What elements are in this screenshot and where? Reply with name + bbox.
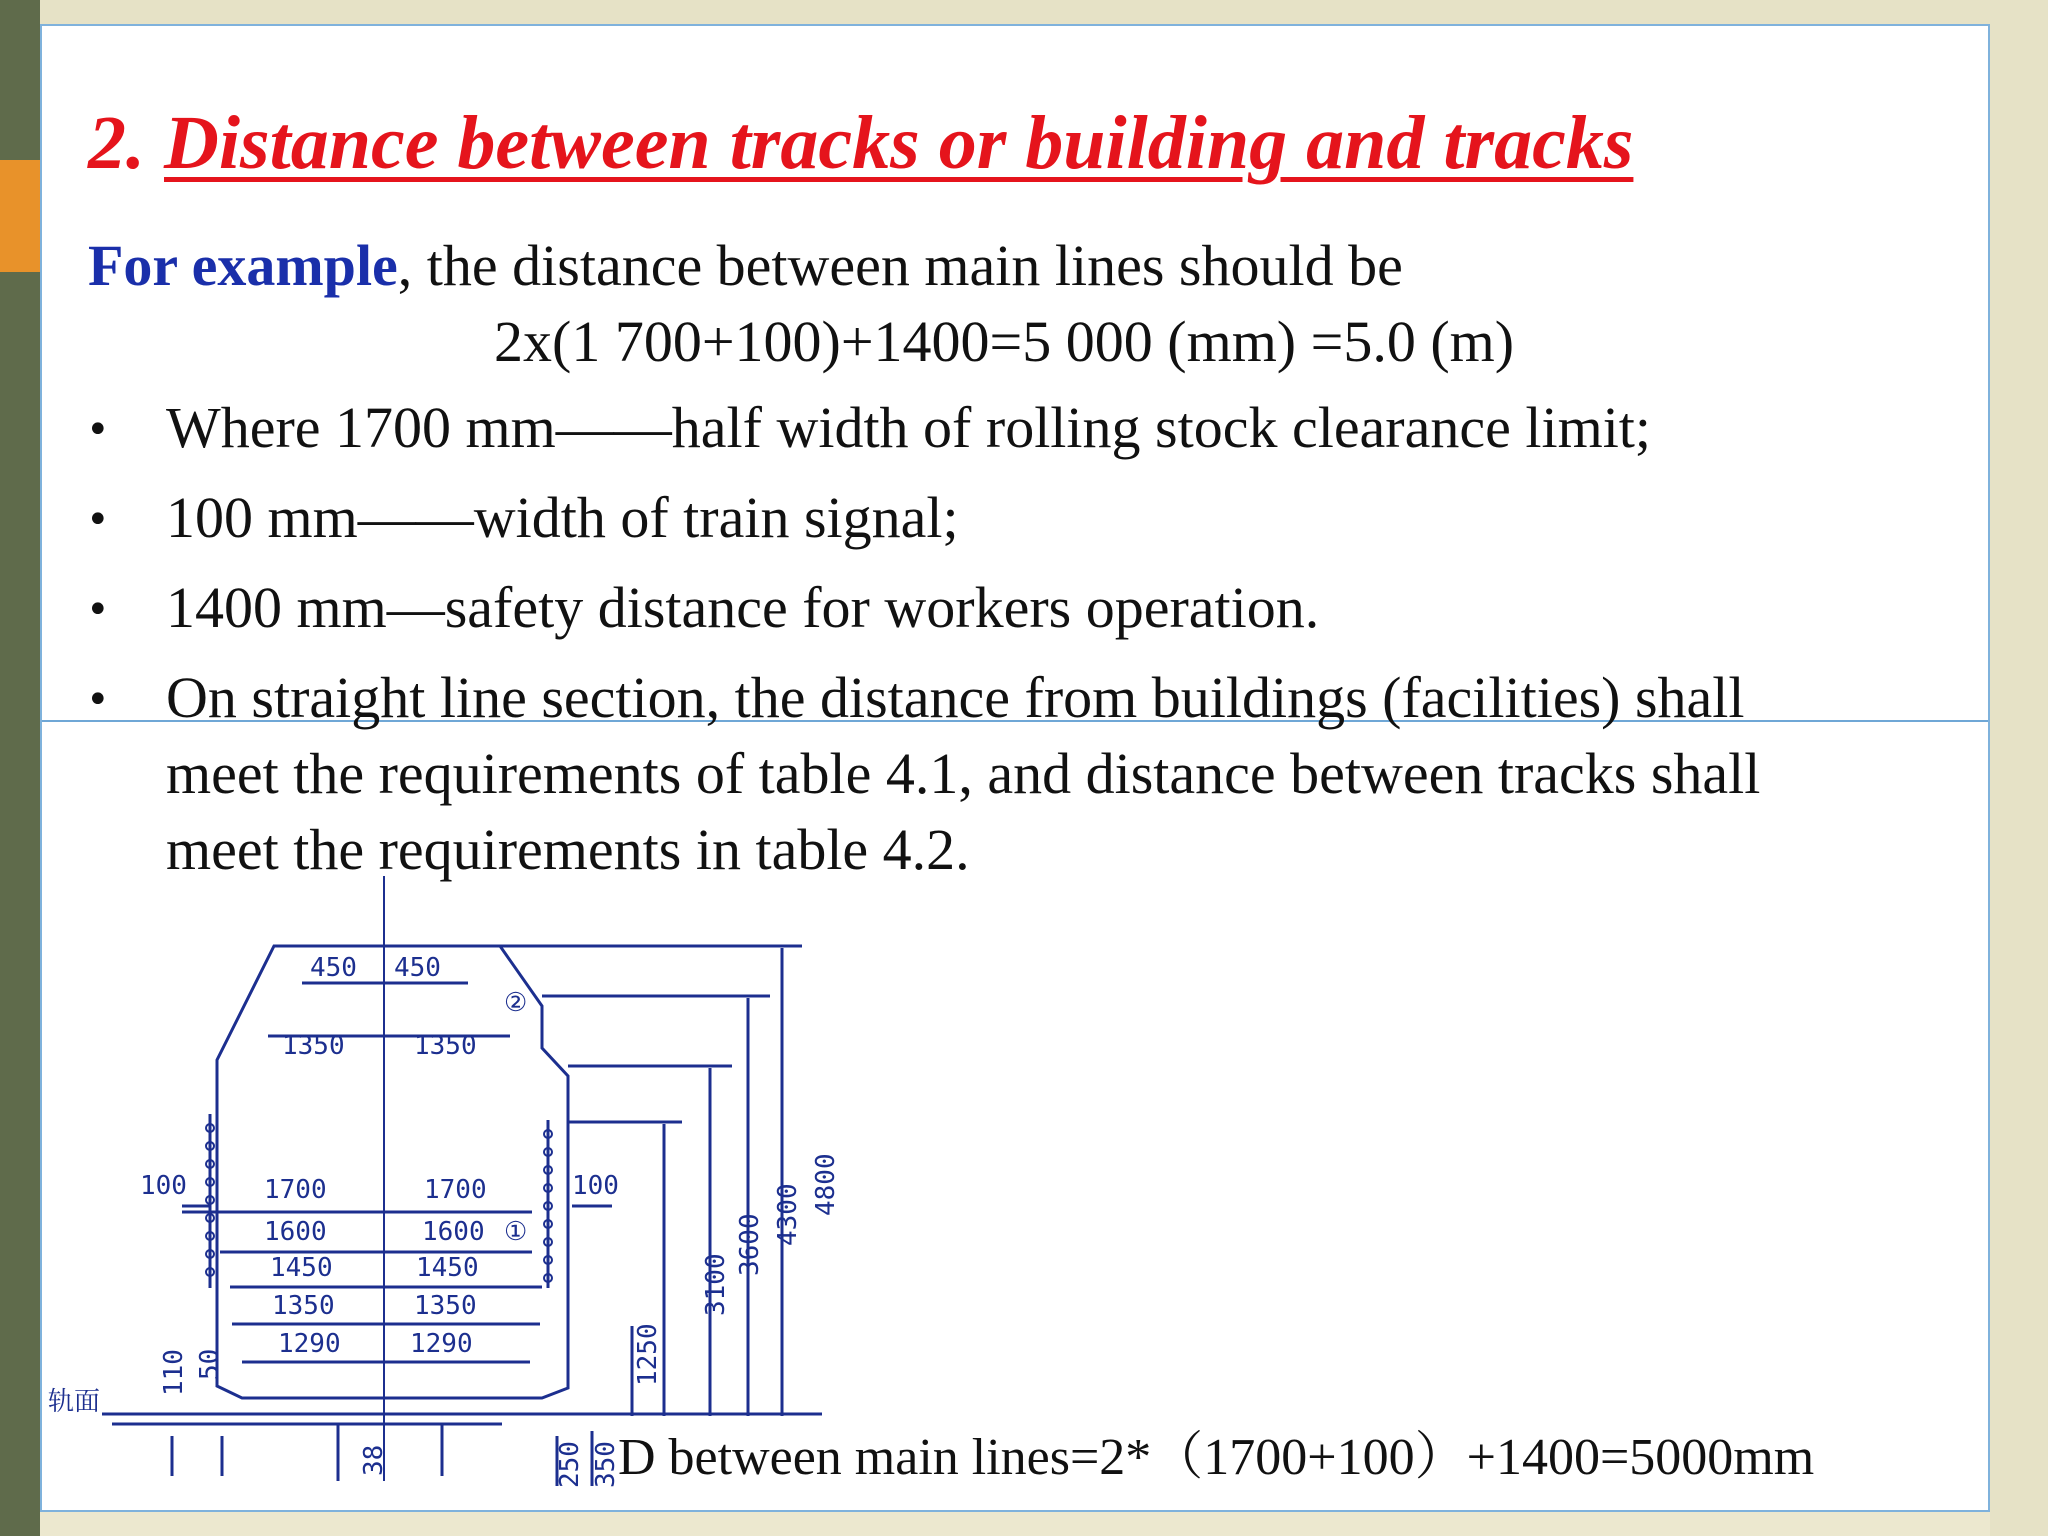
bullet-marker: • <box>86 497 110 543</box>
example-text: , the distance between main lines should be <box>397 233 1403 298</box>
bullet-text: Where 1700 mm——half width of rolling stock clearance limit; <box>166 395 1652 460</box>
example-label: For example <box>88 233 398 298</box>
bullet-text-line-3: meet the requirements in table 4.2. <box>166 817 970 882</box>
dim-height-4800: 4800 <box>811 1153 841 1216</box>
rail-surface-label: 轨面 <box>48 1387 101 1417</box>
dim-left-1450: 1450 <box>270 1253 333 1283</box>
dim-upper-left: 1350 <box>282 1031 345 1061</box>
example-line <box>88 233 1403 298</box>
formula-caption: D between main lines=2*（1700+100）+1400=5000mm <box>618 1429 1815 1486</box>
bullet-marker: • <box>86 677 110 723</box>
dim-upper-right: 1350 <box>414 1031 477 1061</box>
dim-height-350: 350 <box>591 1441 621 1488</box>
dim-right-1700: 1700 <box>424 1175 487 1205</box>
dim-height-38: 38 <box>359 1444 389 1476</box>
dim-height-250: 250 <box>555 1441 585 1488</box>
dim-height-3600: 3600 <box>735 1213 765 1276</box>
bullet-marker: • <box>86 587 110 633</box>
title-number: 2. <box>88 101 164 185</box>
dim-left-1700: 1700 <box>264 1175 327 1205</box>
slide <box>40 24 1990 1512</box>
bullet-text: 1400 mm—safety distance for workers operation. <box>166 575 1320 640</box>
bullet-text-line-1: On straight line section, the distance from buildings (facilities) shall <box>166 665 1745 730</box>
dim-height-4300: 4300 <box>773 1183 803 1246</box>
bottom-decor-strip <box>40 1512 1990 1536</box>
dim-left-1350: 1350 <box>272 1291 335 1321</box>
slide-title <box>88 102 1633 186</box>
dim-side-right: 100 <box>572 1171 619 1201</box>
bullet-marker: • <box>86 407 110 453</box>
dim-height-1250: 1250 <box>633 1323 663 1386</box>
dim-side-left: 100 <box>140 1171 187 1201</box>
bullet-text: 100 mm——width of train signal; <box>166 485 959 550</box>
dim-left-1600: 1600 <box>264 1217 327 1247</box>
dim-right-1350: 1350 <box>414 1291 477 1321</box>
circle-label-1: ① <box>504 1217 528 1247</box>
dim-left-1290: 1290 <box>278 1329 341 1359</box>
bullet-text-line-2: meet the requirements of table 4.1, and distance between tracks shall <box>166 741 1761 806</box>
dim-right-1290: 1290 <box>410 1329 473 1359</box>
title-text: Distance between tracks or building and tracks <box>164 101 1634 185</box>
left-accent-block <box>0 160 40 272</box>
example-formula: 2x(1 700+100)+1400=5 000 (mm) =5.0 (m) <box>494 309 1515 374</box>
dim-height-110: 110 <box>159 1349 189 1396</box>
dim-height-3100: 3100 <box>701 1253 731 1316</box>
dim-right-1450: 1450 <box>416 1253 479 1283</box>
clearance-diagram <box>42 876 862 1496</box>
dim-top-right: 450 <box>394 953 441 983</box>
circle-label-2: ② <box>504 988 528 1018</box>
dim-top-left: 450 <box>310 953 357 983</box>
dim-height-50: 50 <box>195 1348 225 1380</box>
dim-right-1600: 1600 <box>422 1217 485 1247</box>
